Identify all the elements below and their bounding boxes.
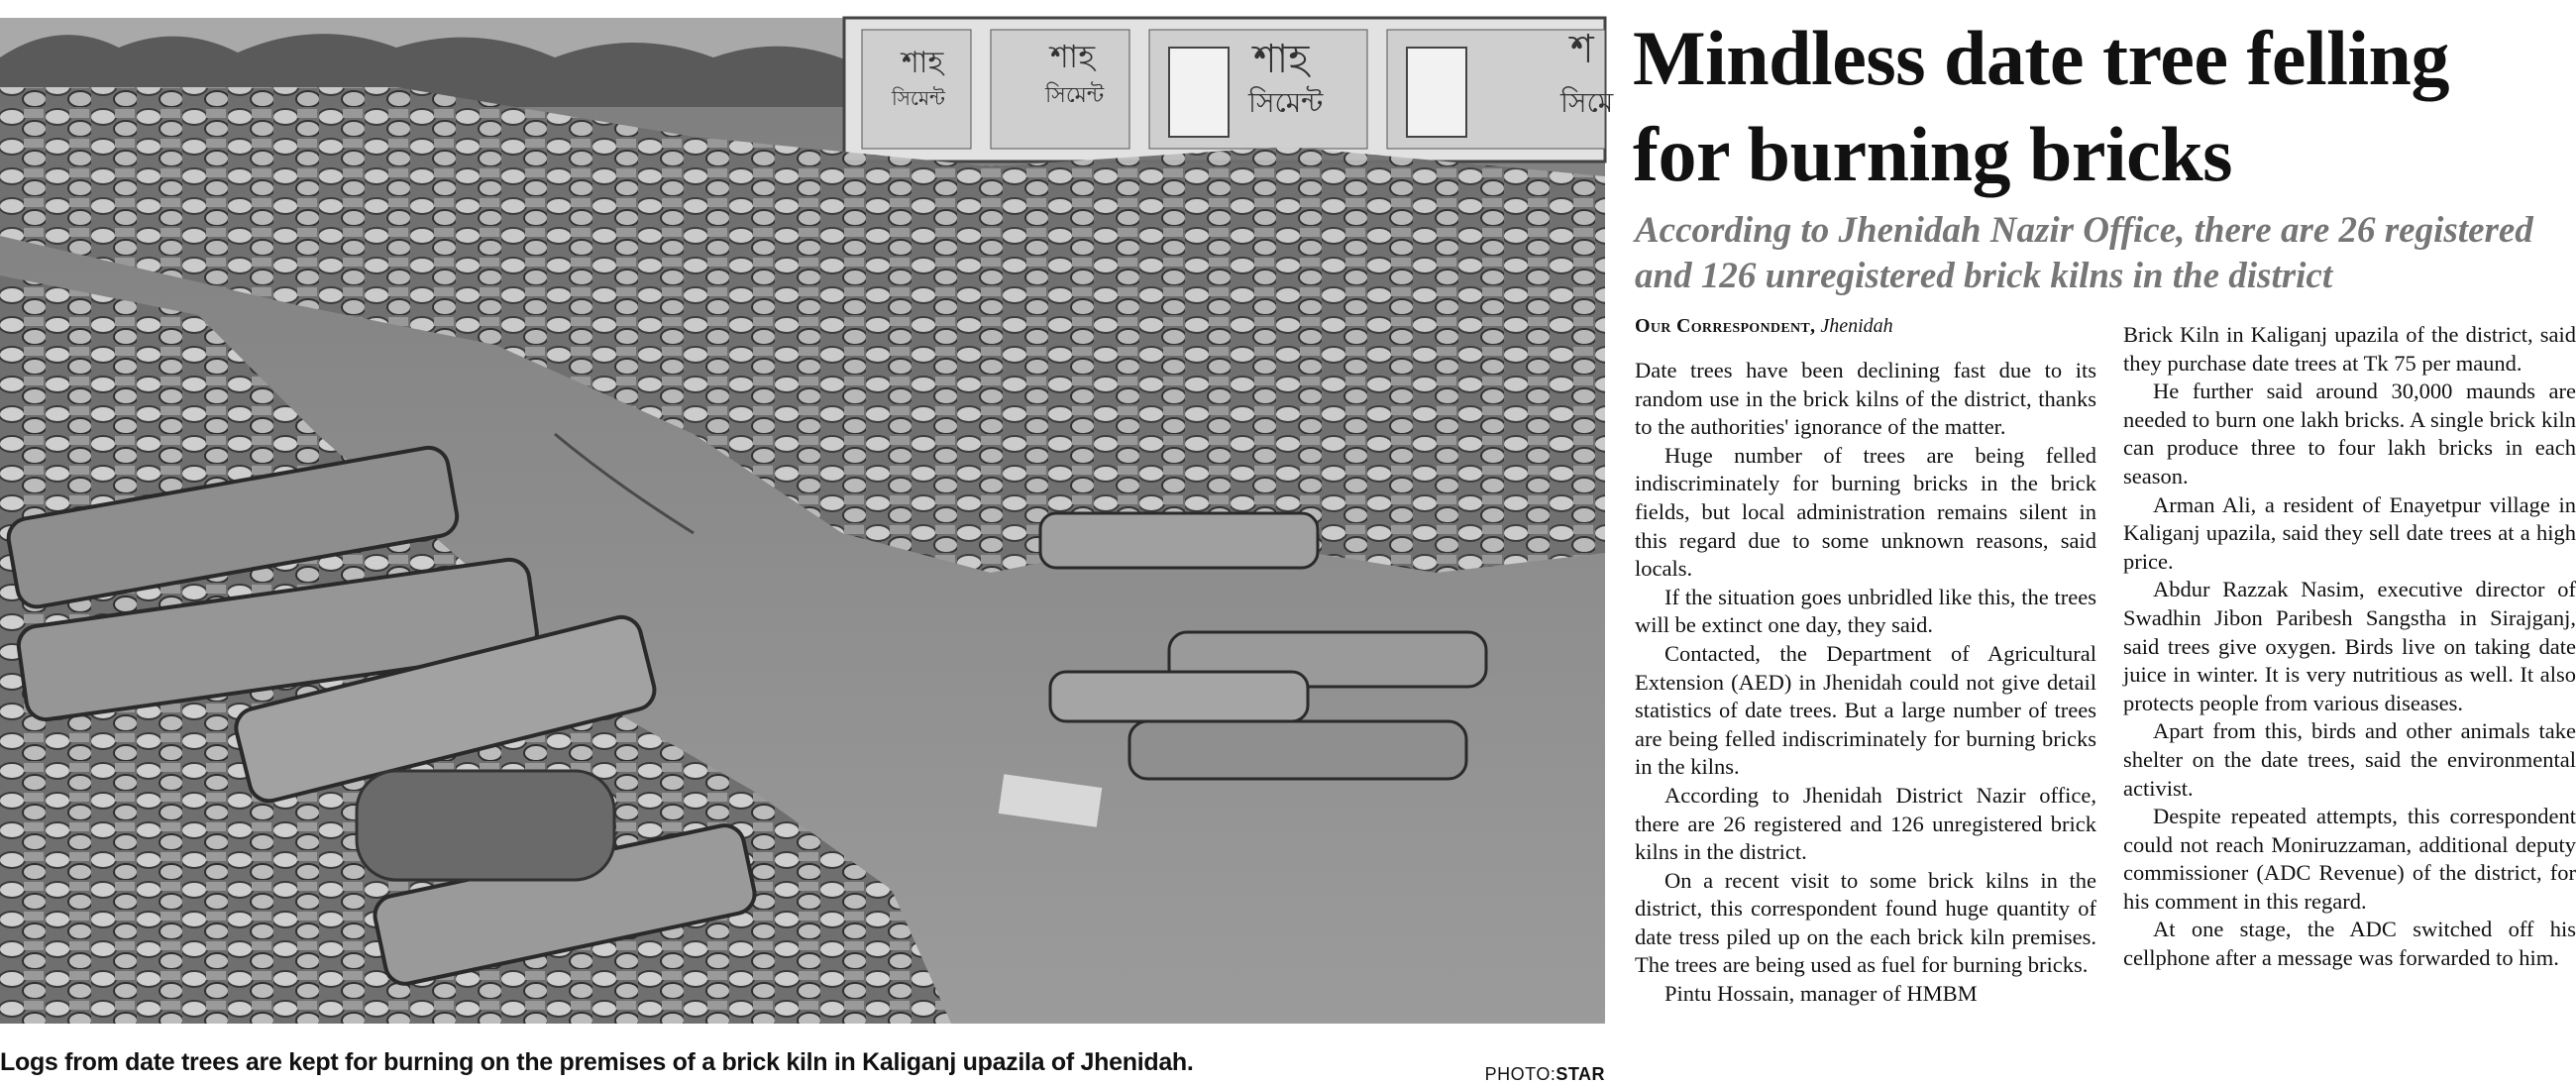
- billboard-label: শাহ: [1050, 38, 1096, 75]
- billboard-label: সিমেন্ট: [892, 86, 945, 110]
- article-paragraph: Arman Ali, a resident of Enayetpur village in Kaliganj upazila, said they sell date trees at a high price.: [2123, 491, 2576, 574]
- headline-line: for burning bricks: [1633, 111, 2233, 197]
- article-column-2: [2123, 321, 2576, 973]
- byline-location: Jhenidah: [1820, 315, 1893, 337]
- photo-caption: Logs from date trees are kept for burning on the premises of a brick kiln in Kaliganj upazila of Jhenidah.: [0, 1048, 1194, 1076]
- byline-author: Our Correspondent,: [1635, 315, 1816, 337]
- article-paragraph: Despite repeated attempts, this correspondent could not reach Moniruzzaman, additional deputy commissioner (ADC Revenue) of the district, for his comment in this regard.: [2123, 804, 2576, 914]
- billboard-label: সিমেন্ট: [1248, 86, 1324, 119]
- article-paragraph: According to Jhenidah District Nazir office, there are 26 registered and 126 unregistered brick kilns in the district.: [1635, 782, 2096, 865]
- photo-logs-illustration: [0, 18, 1614, 1024]
- article-paragraph: Date trees have been declining fast due to its random use in the brick kilns of the district, thanks to the authorities' ignorance of the matter.: [1635, 358, 2096, 440]
- news-photo: [0, 18, 1614, 1024]
- billboard-label: শাহ: [902, 46, 944, 80]
- subheadline-line: According to Jhenidah Nazir Office, there are 26 registered: [1635, 210, 2533, 251]
- billboard-label: সিমে: [1560, 86, 1614, 119]
- article-paragraph: Contacted, the Department of Agricultural Extension (AED) in Jhenidah could not give detail statistics of date trees. But a large number of trees are being felled indiscriminately for burning bricks in the kilns.: [1635, 640, 2096, 780]
- article-paragraph: If the situation goes unbridled like this, the trees will be extinct one day, they said.: [1635, 584, 2096, 638]
- article-paragraph: At one stage, the ADC switched off his cellphone after a message was forwarded to him.: [2123, 917, 2576, 971]
- headline-line: Mindless date tree felling: [1633, 15, 2449, 101]
- byline: [1635, 315, 1893, 338]
- subheadline: [1635, 208, 2576, 299]
- billboard-label: শাহ: [1253, 37, 1310, 82]
- article-paragraph: Pintu Hossain, manager of HMBM: [1664, 981, 1978, 1007]
- billboard: [844, 18, 1614, 162]
- billboard-label: শ: [1570, 27, 1594, 72]
- article-paragraph: Abdur Razzak Nasim, executive director of Swadhin Jibon Paribesh Sangstha in Sirajganj, said trees give oxygen. Birds live on taking date juice in winter. It is very nutritious as well. It also protects people from various diseases.: [2123, 577, 2576, 715]
- article-column-1: [1635, 357, 2096, 1009]
- headline: [1633, 10, 2576, 202]
- subheadline-line: and 126 unregistered brick kilns in the district: [1635, 256, 2333, 296]
- article-paragraph: Apart from this, birds and other animals take shelter on the date trees, said the environmental activist.: [2123, 718, 2576, 801]
- article-paragraph: He further said around 30,000 maunds are needed to burn one lakh bricks. A single brick kiln can produce three to four lakh bricks in each season.: [2123, 379, 2576, 488]
- billboard-label: সিমেন্ট: [1045, 83, 1105, 108]
- article-paragraph: On a recent visit to some brick kilns in the district, this correspondent found huge quantity of date tress piled up on the each brick kiln premises. The trees are being used as fuel for burning bricks.: [1635, 867, 2096, 978]
- article-paragraph: Huge number of trees are being felled indiscriminately for burning bricks in the brick fields, but local administration remains silent in this regard due to some unknown reasons, said locals.: [1635, 442, 2096, 582]
- photo-credit-prefix: PHOTO:: [1484, 1064, 1556, 1084]
- photo-credit: [1485, 1064, 1605, 1085]
- photo-credit-source: STAR: [1556, 1064, 1605, 1084]
- article-paragraph: Brick Kiln in Kaliganj upazila of the district, said they purchase date trees at Tk 75 per maund.: [2123, 322, 2576, 376]
